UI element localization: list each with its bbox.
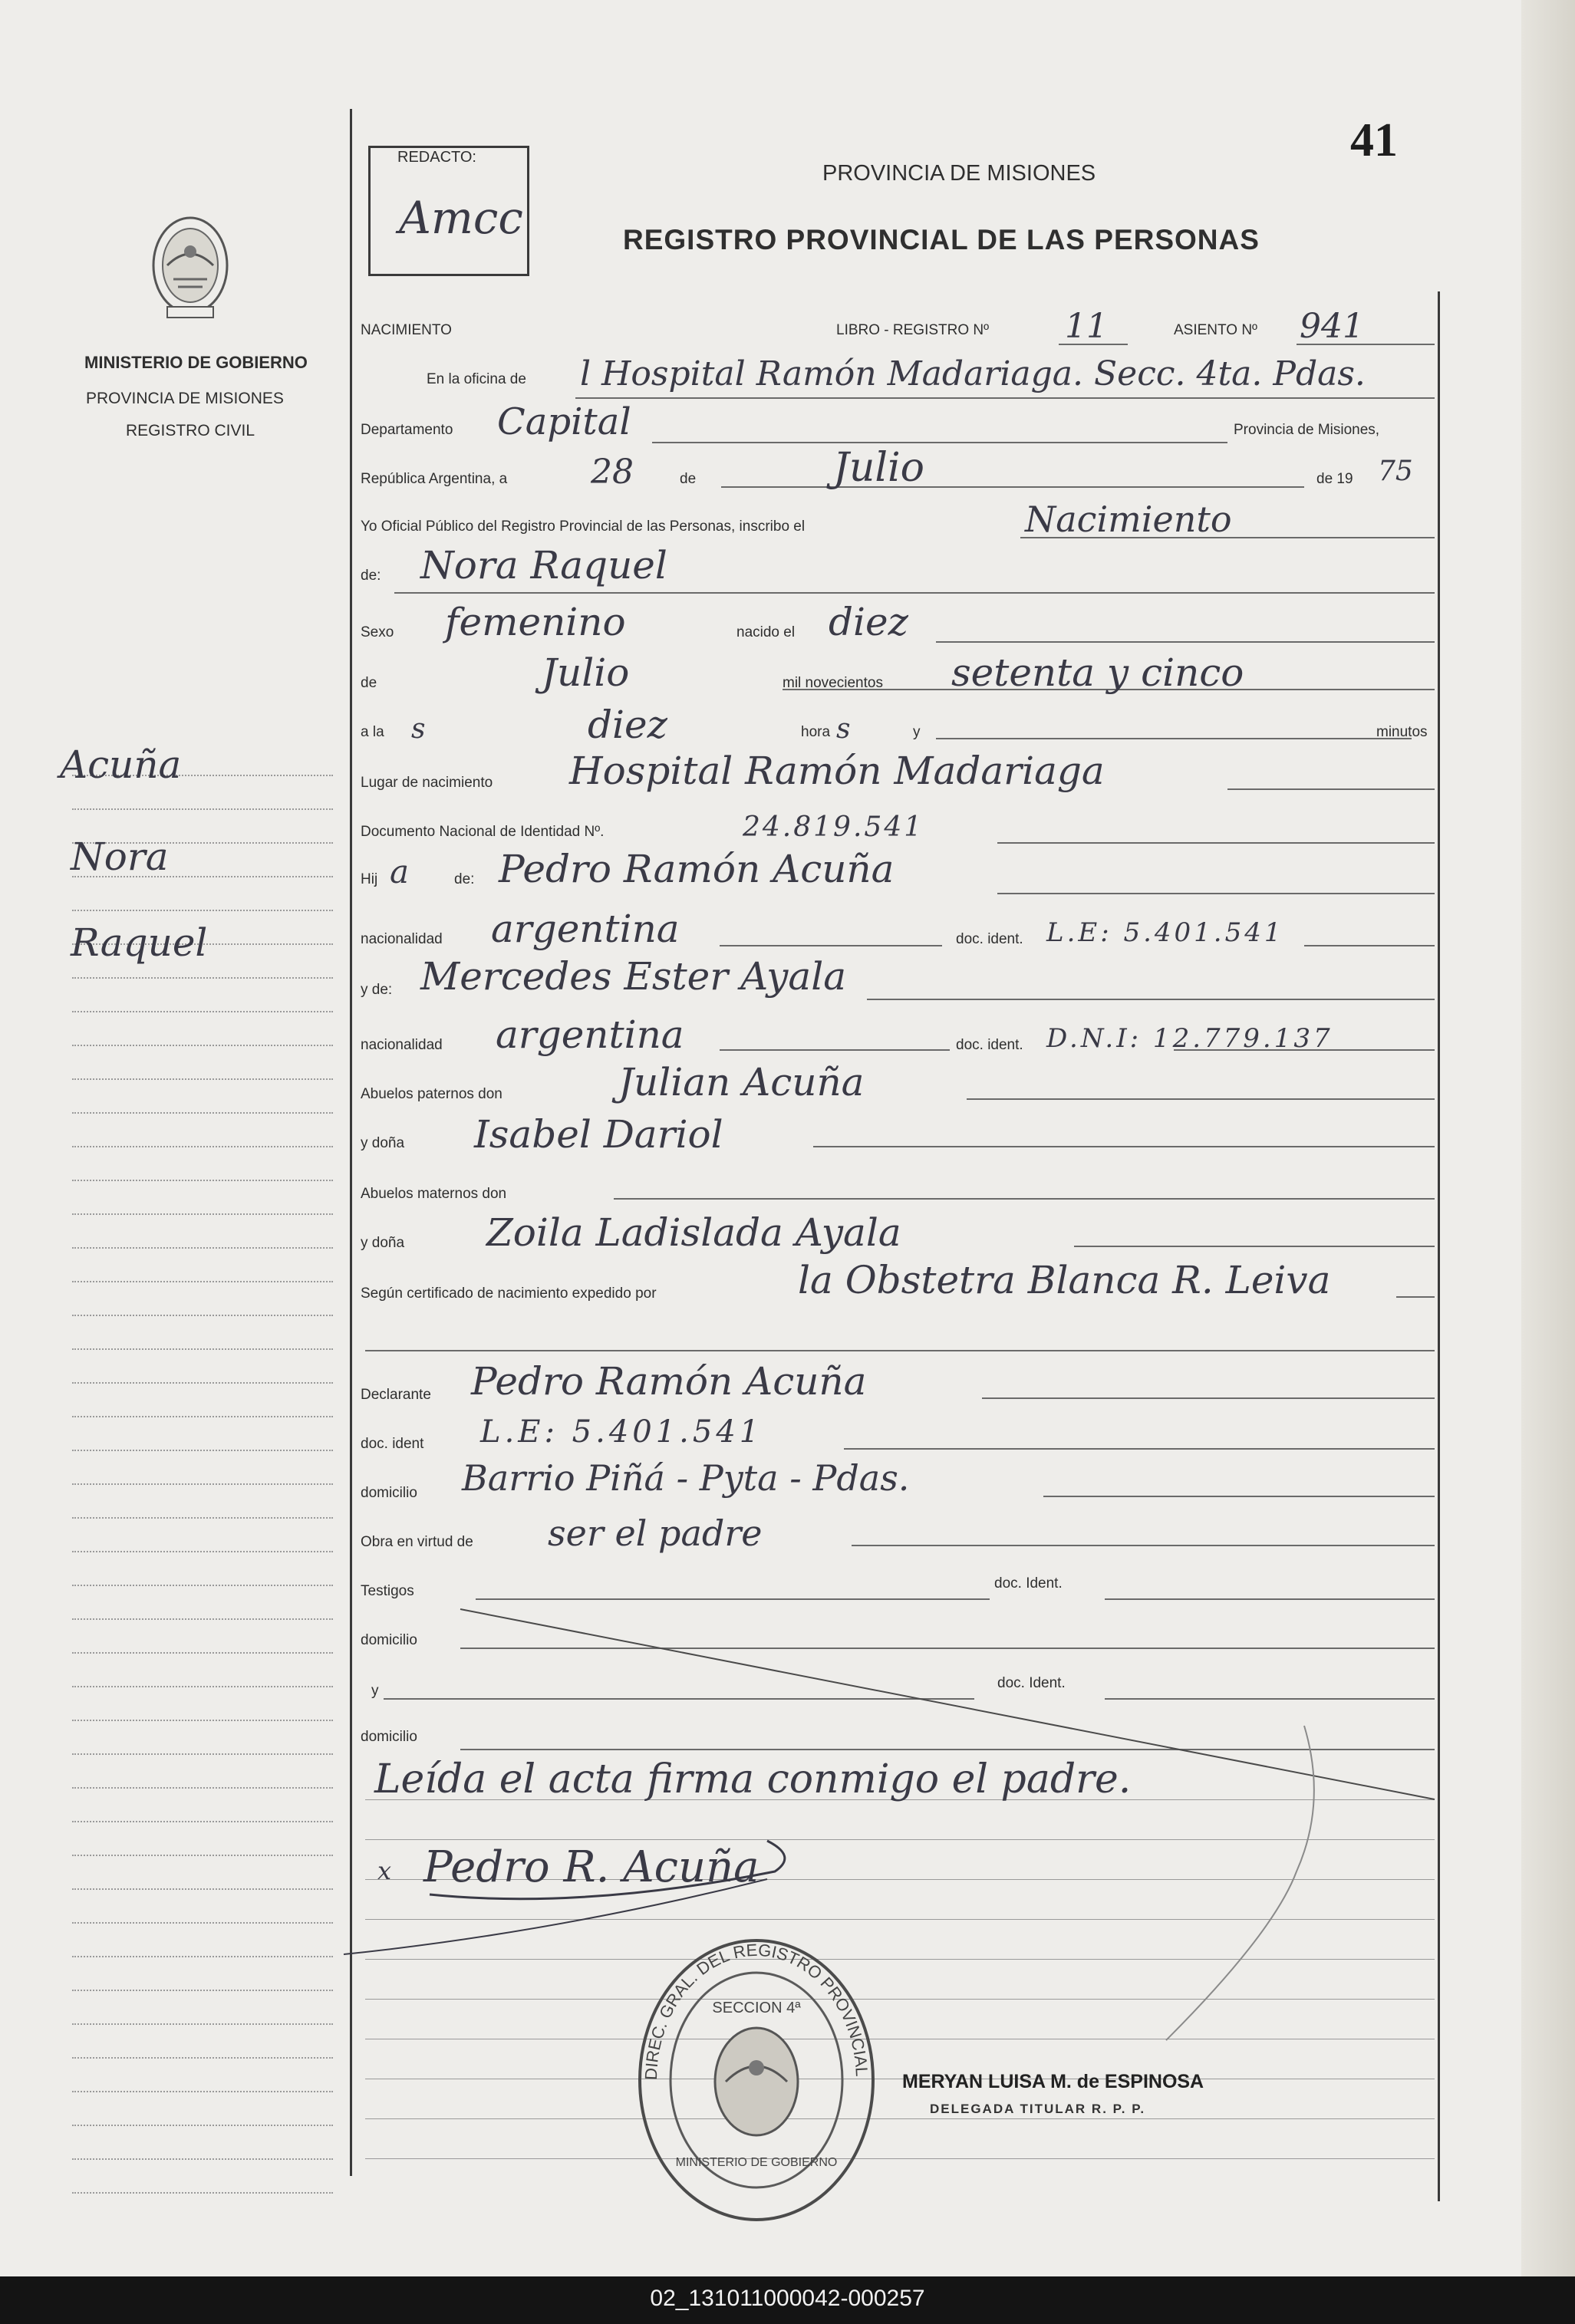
ministry-title: MINISTERIO DE GOBIERNO (84, 353, 308, 372)
hij-de-label: de: (454, 871, 475, 887)
left-province: PROVINCIA DE MISIONES (86, 390, 284, 407)
horas-label: hora (801, 724, 831, 740)
sexo-value: femenino (445, 600, 626, 644)
firma-prefix: x (377, 1856, 392, 1885)
abuelo-paterno-value: Julian Acuña (618, 1060, 865, 1104)
padre-value: Pedro Ramón Acuña (499, 847, 895, 891)
asiento-value: 941 (1300, 307, 1364, 346)
mes-value: Julio (833, 445, 924, 491)
hora-value: diez (588, 703, 667, 747)
hij-suffix: a (390, 853, 410, 890)
mes-nac-value: Julio (542, 650, 630, 695)
nombre-value: Nora Raquel (420, 543, 667, 588)
provincia-label: Provincia de Misiones, (1234, 422, 1380, 438)
dni-value: 24.819.541 (743, 811, 924, 843)
abuelos-paternos-label: Abuelos paternos don (361, 1086, 502, 1102)
libro-label: LIBRO - REGISTRO Nº (836, 322, 990, 338)
obra-value: ser el padre (548, 1513, 763, 1554)
declarante-value: Pedro Ramón Acuña (471, 1359, 867, 1404)
minutos-label: minutos (1376, 724, 1428, 740)
declarante-label: Declarante (361, 1387, 431, 1403)
departamento-label: Departamento (361, 422, 453, 438)
dni-label: Documento Nacional de Identidad Nº. (361, 824, 605, 840)
asiento-label: ASIENTO Nº (1174, 322, 1257, 338)
de-year-label: de 19 (1316, 471, 1353, 487)
abuelos-maternos-label: Abuelos maternos don (361, 1186, 507, 1202)
left-registry: REGISTRO CIVIL (126, 422, 255, 439)
madre-nacionalidad-value: argentina (496, 1012, 684, 1057)
signatory-name: MERYAN LUISA M. de ESPINOSA (902, 2071, 1204, 2092)
y-de-label: y de: (361, 982, 393, 998)
doc-ident-label-5: doc. Ident. (997, 1675, 1066, 1691)
oficina-label: En la oficina de (427, 371, 526, 387)
madre-value: Mercedes Ester Ayala (420, 954, 847, 999)
y-dona-label-2: y doña (361, 1235, 405, 1251)
oficial-label: Yo Oficial Público del Registro Provincial de las Personas, inscribo el (361, 518, 806, 535)
libro-value: 11 (1065, 307, 1108, 346)
declarante-doc-value: L.E: 5.401.541 (480, 1414, 763, 1450)
header-registry: REGISTRO PROVINCIAL DE LAS PERSONAS (623, 224, 1260, 255)
header-province: PROVINCIA DE MISIONES (822, 161, 1096, 186)
domicilio-label-2: domicilio (361, 1632, 417, 1648)
file-id: 02_131011000042-000257 (650, 2286, 925, 2311)
de2-label: de: (361, 568, 381, 584)
declarante-signature: Pedro R. Acuña (423, 1842, 759, 1892)
inscribo-value: Nacimiento (1025, 499, 1232, 540)
domicilio-label-3: domicilio (361, 1729, 417, 1745)
y-dona-label: y doña (361, 1135, 405, 1151)
nacionalidad-label-2: nacionalidad (361, 1037, 443, 1053)
doc-ident-label: doc. ident. (956, 931, 1023, 947)
lugar-label: Lugar de nacimiento (361, 775, 493, 791)
mil-label: mil novecientos (783, 675, 883, 691)
oficina-value: l Hospital Ramón Madariaga. Secc. 4ta. Pdas. (580, 354, 1366, 393)
year-value: 75 (1378, 456, 1413, 487)
testigos-label: Testigos (361, 1583, 414, 1599)
segun-value: la Obstetra Blanca R. Leiva (798, 1258, 1331, 1302)
nacimiento-label: NACIMIENTO (361, 322, 452, 338)
nacionalidad-label: nacionalidad (361, 931, 443, 947)
leida-text: Leída el acta firma conmigo el padre. (374, 1756, 1132, 1802)
dia-value: 28 (591, 453, 634, 492)
departamento-value: Capital (497, 400, 631, 443)
page-number: 41 (1350, 114, 1398, 166)
horas-suffix: s (836, 713, 851, 745)
doc-ident-label-4: doc. Ident. (994, 1575, 1063, 1592)
stamp-outer-text: DIREC. GRAL. DEL REGISTRO PROVINCIAL (641, 1940, 872, 2081)
madre-doc-value: D.N.I: 12.779.137 (1046, 1023, 1333, 1054)
padre-doc-value: L.E: 5.401.541 (1046, 917, 1284, 948)
doc-ident-label-2: doc. ident. (956, 1037, 1023, 1053)
lugar-value: Hospital Ramón Madariaga (569, 749, 1105, 793)
domicilio-label: domicilio (361, 1485, 417, 1501)
margin-first-name: Nora (71, 834, 169, 879)
signatory-title: DELEGADA TITULAR R. P. P. (930, 2102, 1146, 2116)
nacido-label: nacido el (736, 624, 796, 640)
alas-label: a la (361, 724, 384, 740)
margin-surname: Acuña (60, 742, 182, 787)
republica-label: República Argentina, a (361, 471, 508, 487)
de3-label: de (361, 675, 377, 691)
padre-nacionalidad-value: argentina (491, 907, 680, 951)
obra-label: Obra en virtud de (361, 1534, 473, 1550)
margin-middle-name: Raquel (71, 920, 208, 965)
nacido-value: diez (829, 600, 908, 644)
de-label: de (680, 471, 697, 487)
redacto-initials: Amcc (399, 192, 523, 244)
abuela-paterna-value: Isabel Dariol (474, 1112, 723, 1157)
domicilio-value: Barrio Piñá - Pyta - Pdas. (462, 1457, 910, 1499)
anio-nac-value: setenta y cinco (951, 650, 1244, 695)
redacto-label: REDACTO: (397, 149, 476, 166)
hij-label: Hij (361, 871, 378, 887)
segun-label: Según certificado de nacimiento expedido por (361, 1285, 657, 1302)
official-stamp (634, 1936, 879, 2224)
sexo-label: Sexo (361, 624, 394, 640)
alas-suffix: s (411, 713, 426, 745)
doc-ident-label-3: doc. ident (361, 1436, 424, 1452)
stamp-inner-text: SECCION 4ª (712, 2000, 801, 2016)
y-label: y (913, 724, 921, 740)
stamp-ministry-text: MINISTERIO DE GOBIERNO (675, 2156, 838, 2169)
y2-label: y (371, 1683, 379, 1699)
abuela-materna-value: Zoila Ladislada Ayala (486, 1210, 901, 1255)
